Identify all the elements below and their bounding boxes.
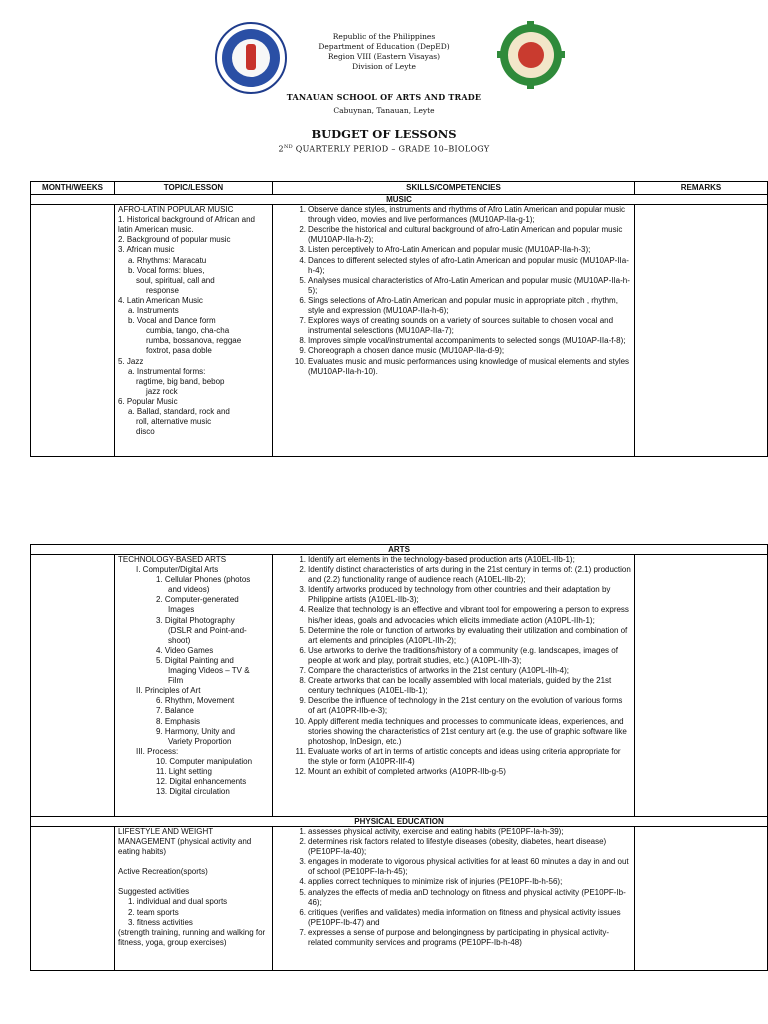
competency-item [276,827,631,837]
school-address: Cabuynan, Tanauan, Leyte [333,106,435,115]
topic-item: a. Instrumental forms: [128,366,206,376]
competency-text: expresses a sense of purpose and belongingness by participating in physical activity-related community services and programs (PE10PF-Ib-h-48) [308,927,610,948]
competency-item [276,205,631,225]
competency-number: 12. [294,766,306,776]
competency-number: 10. [294,356,306,366]
topic-item: a. Instruments [128,306,179,316]
competency-number: 8. [299,336,306,346]
region-line: Region VIII (Eastern Visayas) [327,52,441,61]
competency-number: 2. [299,225,306,235]
month-weeks-cell [31,205,115,457]
division-line: Division of Leyte [352,62,416,71]
competency-text: Realize that technology is an effective and vibrant tool for empowering a person to express his/her ideas, goals and advocacies which elicits immediate action (A10PL-IIh-1); [308,605,629,625]
topic-item: 4. Video Games [156,645,214,655]
topic-item: 11. Light setting [156,766,212,776]
skills-cell [273,555,635,817]
competency-number: 5. [299,625,306,635]
competency-number: 4. [299,605,306,615]
topic-item: soul, spiritual, call and [136,275,215,285]
competency-item [276,357,631,377]
competency-number: 6. [299,907,306,917]
competency-text: Dances to different selected styles of afro-Latin American and popular music (MU10AP-IIa-h-4); [308,255,629,275]
competency-text: Mount an exhibit of completed artworks (A10PR-IIb-g-5) [308,766,506,776]
letterhead [0,32,768,72]
topic-item: Film [168,676,184,686]
topic-item: 2. team sports [128,907,179,917]
column-header-remarks: REMARKS [635,182,768,195]
topic-item: 5. Digital Painting and [156,655,234,665]
topic-item [118,857,269,867]
competency-item [276,767,631,777]
competency-item [276,646,631,666]
competency-number: 4. [299,877,306,887]
competency-item [276,747,631,767]
music-lessons-table [30,181,768,457]
competency-number: 10. [294,716,306,726]
competency-text: Describe the historical and cultural background of afro-Latin American and popular music (MU10AP-IIa-h-2); [308,225,623,245]
competency-number: 8. [299,676,306,686]
document-title: BUDGET OF LESSONS [311,127,457,141]
table-row [31,555,768,817]
competency-text: Identify distinct characteristics of arts during in the 21st century in terms of: (2.1) production and (2.2) functionality range of audience reach (A10EL-IIb-2); [308,565,631,585]
competency-number: 2. [299,837,306,847]
competency-item [276,928,631,948]
topic-item: 9. Harmony, Unity and [156,726,235,736]
competency-item [276,346,631,356]
column-header-topic-lesson: TOPIC/LESSON [115,182,273,195]
competency-item [276,585,631,605]
competency-number: 6. [299,645,306,655]
topic-item: II. Principles of Art [136,686,201,696]
topic-item: 7. Balance [156,706,194,716]
column-header-skills-competencies: SKILLS/COMPETENCIES [273,182,635,195]
competency-number: 5. [299,275,306,285]
arts-pe-lessons-table [30,544,768,971]
competency-number: 1. [299,555,306,564]
competency-item [276,316,631,336]
topic-item: Images [168,605,195,615]
topic-item: a. Ballad, standard, rock and [128,406,230,416]
competency-item [276,888,631,908]
competency-item [276,877,631,887]
competency-number: 1. [299,205,306,215]
competency-item [276,605,631,625]
topic-item: disco [136,427,155,437]
competency-item [276,565,631,585]
competency-text: Identify art elements in the technology-based production arts (A10EL-IIb-1); [308,555,575,564]
competency-text: Use artworks to derive the traditions/history of a community (e.g. landscapes, images of people at work and play, portrait studies, etc.) (A10PL-IIh-3); [308,645,618,665]
skills-cell [273,827,635,971]
topic-item: jazz rock [146,386,178,396]
topic-lesson-cell [115,205,273,457]
competency-text: Improves simple vocal/instrumental accompaniments to selected songs (MU10AP-IIa-f-8); [308,336,626,346]
competency-item [276,555,631,565]
competency-number: 3. [299,245,306,255]
topic-item: 1. individual and dual sports [128,897,228,907]
competency-text: Create artworks that can be locally assembled with local materials, guided by the 21st century techniques (A10EL-IIb-1); [308,676,612,696]
topic-item: cumbia, tango, cha-cha [146,326,230,336]
topic-item: b. Vocal and Dance form [128,316,216,326]
competency-number: 1. [299,827,306,836]
republic-line: Republic of the Philippines [332,32,436,41]
competency-text: Observe dance styles, instruments and rhythms of Afro Latin American and popular music through video, movies and live performances (MU10AP-IIa-g-1); [308,205,626,225]
competency-item [276,256,631,276]
section-heading-music: MUSIC [31,195,768,205]
competency-text: Evaluates music and music performances using knowledge of musical elements and styles (MU10AP-IIa-h-10). [308,356,630,376]
competency-number: 7. [299,927,306,937]
competency-item [276,296,631,316]
section-heading-arts: ARTS [31,545,768,555]
topic-item [118,877,269,887]
competency-text: analyzes the effects of media anD technology on fitness and physical activity (PE10PF-Ib-46); [308,887,626,907]
topic-item: (strength training, running and walking for fitness, yoga, group exercises) [118,927,266,947]
competency-text: Compare the characteristics of artworks in the 21st century (A10PL-IIh-4); [308,666,569,676]
remarks-cell [635,827,768,971]
topic-item: I. Computer/Digital Arts [136,565,219,575]
competency-number: 6. [299,295,306,305]
topic-lesson-cell [115,555,273,817]
topic-item: III. Process: [136,746,179,756]
competency-number: 7. [299,666,306,676]
month-weeks-cell [31,827,115,971]
topic-item: 3. Digital Photography [156,615,235,625]
competency-text: Listen perceptively to Afro-Latin American and popular music (MU10AP-IIa-h-3); [308,245,591,255]
topic-item: roll, alternative music [136,417,212,427]
competency-number: 4. [299,255,306,265]
competency-number: 2. [299,565,306,575]
competency-text: assesses physical activity, exercise and eating habits (PE10PF-Ia-h-39); [308,827,564,836]
competency-item [276,336,631,346]
competency-text: determines risk factors related to lifestyle diseases (obesity, diabetes, heart disease) (PE10PF-Ia-40); [308,837,607,857]
competency-item [276,245,631,255]
topic-item: a. Rhythms: Maracatu [128,255,207,265]
competency-number: 7. [299,316,306,326]
department-line: Department of Education (DepED) [318,42,450,51]
remarks-cell [635,205,768,457]
competency-item [276,717,631,747]
topic-item: 6. Rhythm, Movement [156,696,235,706]
competency-item [276,908,631,928]
topic-item: 6. Popular Music [118,396,178,406]
section-heading-physical-education: PHYSICAL EDUCATION [31,817,768,827]
topic-item: Active Recreation(sports) [118,867,208,877]
competency-text: Determine the role or function of artworks by evaluating their utilization and combination of art elements and principles (A10PL-IIh-2); [308,625,628,645]
competency-text: Identify artworks produced by technology from other countries and their adaptation by Philippine artists (A10EL-IIb-3); [308,585,611,605]
topic-item: b. Vocal forms: blues, [128,265,205,275]
topic-item: response [146,285,179,295]
month-weeks-cell [31,555,115,817]
document-subtitle: 2ND QUARTERLY PERIOD – GRADE 10–BIOLOGY [278,144,490,154]
competency-number: 3. [299,857,306,867]
competency-text: applies correct techniques to minimize risk of injuries (PE10PF-Ib-h-56); [308,877,563,887]
competency-item [276,696,631,716]
topic-item: 2. Background of popular music [118,235,231,245]
competency-text: Explores ways of creating sounds on a variety of sources suitable to chosen vocal and instrumental selesctions (MU10AP-IIa-7); [308,316,614,336]
school-name: TANAUAN SCHOOL OF ARTS AND TRADE [286,92,482,102]
competency-text: critiques (verifies and validates) media information on fitness and physical activity issues (PE10PF-Ib-47) and [308,907,621,927]
competency-text: Sings selections of Afro-Latin American and popular music in appropriate pitch , rhythm, style and expression (MU10AP-IIa-h-6); [308,295,618,316]
topic-item: rumba, bossanova, reggae [146,336,242,346]
skills-cell [273,205,635,457]
topic-item: TECHNOLOGY-BASED ARTS [118,555,227,564]
topic-item: 10. Computer manipulation [156,756,253,766]
competency-number: 9. [299,696,306,706]
table-row [31,205,768,457]
topic-item: LIFESTYLE AND WEIGHT MANAGEMENT (physical activity and eating habits) [118,827,252,857]
topic-item: ragtime, big band, bebop [136,376,225,386]
competency-item [276,276,631,296]
topic-item: 1. Historical background of African and latin American music. [118,215,255,235]
topic-item: 13. Digital circulation [156,787,230,797]
topic-item: AFRO-LATIN POPULAR MUSIC [118,205,234,215]
competency-text: Describe the influence of technology in the 21st century on the evolution of various forms of art (A10PR-IIb-e-3); [308,696,623,716]
competency-number: 9. [299,346,306,356]
competency-item [276,676,631,696]
topic-item: 8. Emphasis [156,716,201,726]
competency-number: 11. [295,746,306,756]
table-header-row [31,182,768,195]
competency-item [276,225,631,245]
competency-item [276,666,631,676]
topic-item: 4. Latin American Music [118,295,203,305]
topic-item: Suggested activities [118,887,190,897]
topic-item: and videos) [168,585,210,595]
topic-item: 1. Cellular Phones (photos [156,575,251,585]
topic-lesson-cell [115,827,273,971]
topic-item: 5. Jazz [118,356,144,366]
topic-item: 3. African music [118,245,175,255]
competency-number: 3. [299,585,306,595]
competency-text: Apply different media techniques and processes to communicate ideas, experiences, and stories showing the characteristics of 21st century art (e.g. the use of graphic software like photoshop, InDesign, etc.) [308,716,627,746]
topic-item: 3. fitness activities [128,917,193,927]
competency-text: engages in moderate to vigorous physical activities for at least 60 minutes a day in and out of school (PE10PF-Ia-h-45); [308,857,629,877]
table-row [31,827,768,971]
competency-item [276,837,631,857]
competency-text: Choreograph a chosen dance music (MU10AP-IIa-d-9); [308,346,505,356]
competency-text: Analyses musical characteristics of Afro-Latin American and popular music (MU10AP-IIa-h-5); [308,275,630,295]
topic-item: foxtrot, pasa doble [146,346,212,356]
column-header-month-weeks: MONTH/WEEKS [31,182,115,195]
competency-item [276,626,631,646]
topic-item: shoot) [168,635,191,645]
competency-text: Evaluate works of art in terms of artistic concepts and ideas using criteria appropriate for the style or form (A10PR-IIf-4) [308,746,621,766]
competency-item [276,857,631,877]
topic-item: 12. Digital enhancements [156,777,247,787]
topic-item: Variety Proportion [168,736,232,746]
competency-number: 5. [299,887,306,897]
topic-item: Imaging Videos – TV & [168,666,250,676]
topic-item: 2. Computer-generated [156,595,239,605]
remarks-cell [635,555,768,817]
topic-item: (DSLR and Point-and- [168,625,247,635]
